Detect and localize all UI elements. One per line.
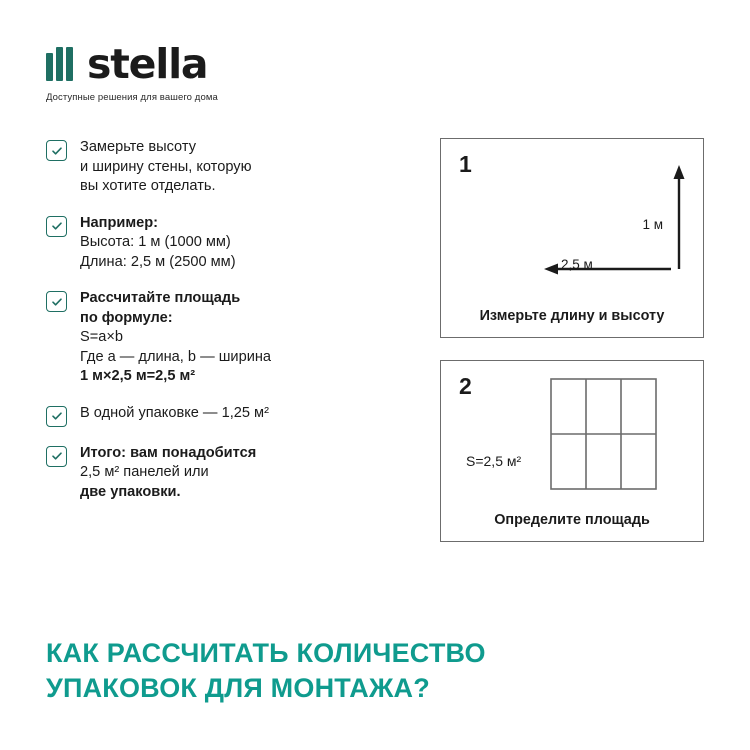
diagram-caption: Измерьте длину и высоту xyxy=(479,308,665,324)
page-title-line-1: КАК РАССЧИТАТЬ КОЛИЧЕСТВО xyxy=(46,638,486,668)
diagram-area-panel xyxy=(440,360,704,542)
brand-logo xyxy=(46,39,346,103)
text-line: две упаковки. xyxy=(80,483,181,500)
text-line: S=a×b xyxy=(80,329,124,345)
diagram-caption: Определите площадь xyxy=(494,512,650,528)
text-line: Замерьте высоту xyxy=(80,139,196,155)
list-item-text xyxy=(80,444,256,503)
check-icon xyxy=(46,291,67,312)
check-icon xyxy=(46,446,67,467)
text-line: по формуле: xyxy=(80,309,173,326)
text-line: Где a — длина, b — ширина xyxy=(80,348,272,365)
check-icon xyxy=(46,140,67,161)
list-item xyxy=(46,444,396,503)
list-item-text xyxy=(80,289,271,387)
check-icon xyxy=(46,216,67,237)
list-item xyxy=(46,138,396,197)
list-item-text xyxy=(80,404,269,424)
text-line: 1 м×2,5 м=2,5 м² xyxy=(80,368,196,384)
check-icon xyxy=(46,406,67,427)
text-line: В одной упаковке — 1,25 м² xyxy=(80,404,269,421)
list-item xyxy=(46,404,396,427)
logo-tagline: Доступные решения для вашего дома xyxy=(46,92,218,103)
text-line: Высота: 1 м (1000 мм) xyxy=(80,234,231,250)
logo-row xyxy=(46,39,346,88)
text-line: и ширину стены, которую xyxy=(80,158,252,175)
logo-bars-icon xyxy=(46,47,76,81)
logo-wordmark: stella xyxy=(87,39,208,88)
text-line: Итого: вам понадобится xyxy=(80,444,257,461)
diagram-label-height: 1 м xyxy=(642,217,663,232)
diagram-label-length: 2,5 м xyxy=(561,257,593,272)
list-item xyxy=(46,214,396,273)
diagram-number: 2 xyxy=(459,373,472,399)
text-line: Длина: 2,5 м (2500 мм) xyxy=(80,253,236,270)
text-line: Рассчитайте площадь xyxy=(80,290,241,306)
diagram-measure-panel xyxy=(440,138,704,338)
instruction-checklist xyxy=(46,138,396,519)
list-item xyxy=(46,289,396,387)
text-line: Например: xyxy=(80,214,159,231)
diagram-number: 1 xyxy=(459,151,472,177)
page-title-line-2: УПАКОВОК ДЛЯ МОНТАЖА? xyxy=(46,673,430,703)
list-item-text xyxy=(80,214,236,273)
list-item-text xyxy=(80,138,252,197)
text-line: вы хотите отделать. xyxy=(80,178,216,194)
diagram-label-area: S=2,5 м² xyxy=(466,453,522,469)
page-title xyxy=(46,636,666,706)
text-line: 2,5 м² панелей или xyxy=(80,464,209,480)
